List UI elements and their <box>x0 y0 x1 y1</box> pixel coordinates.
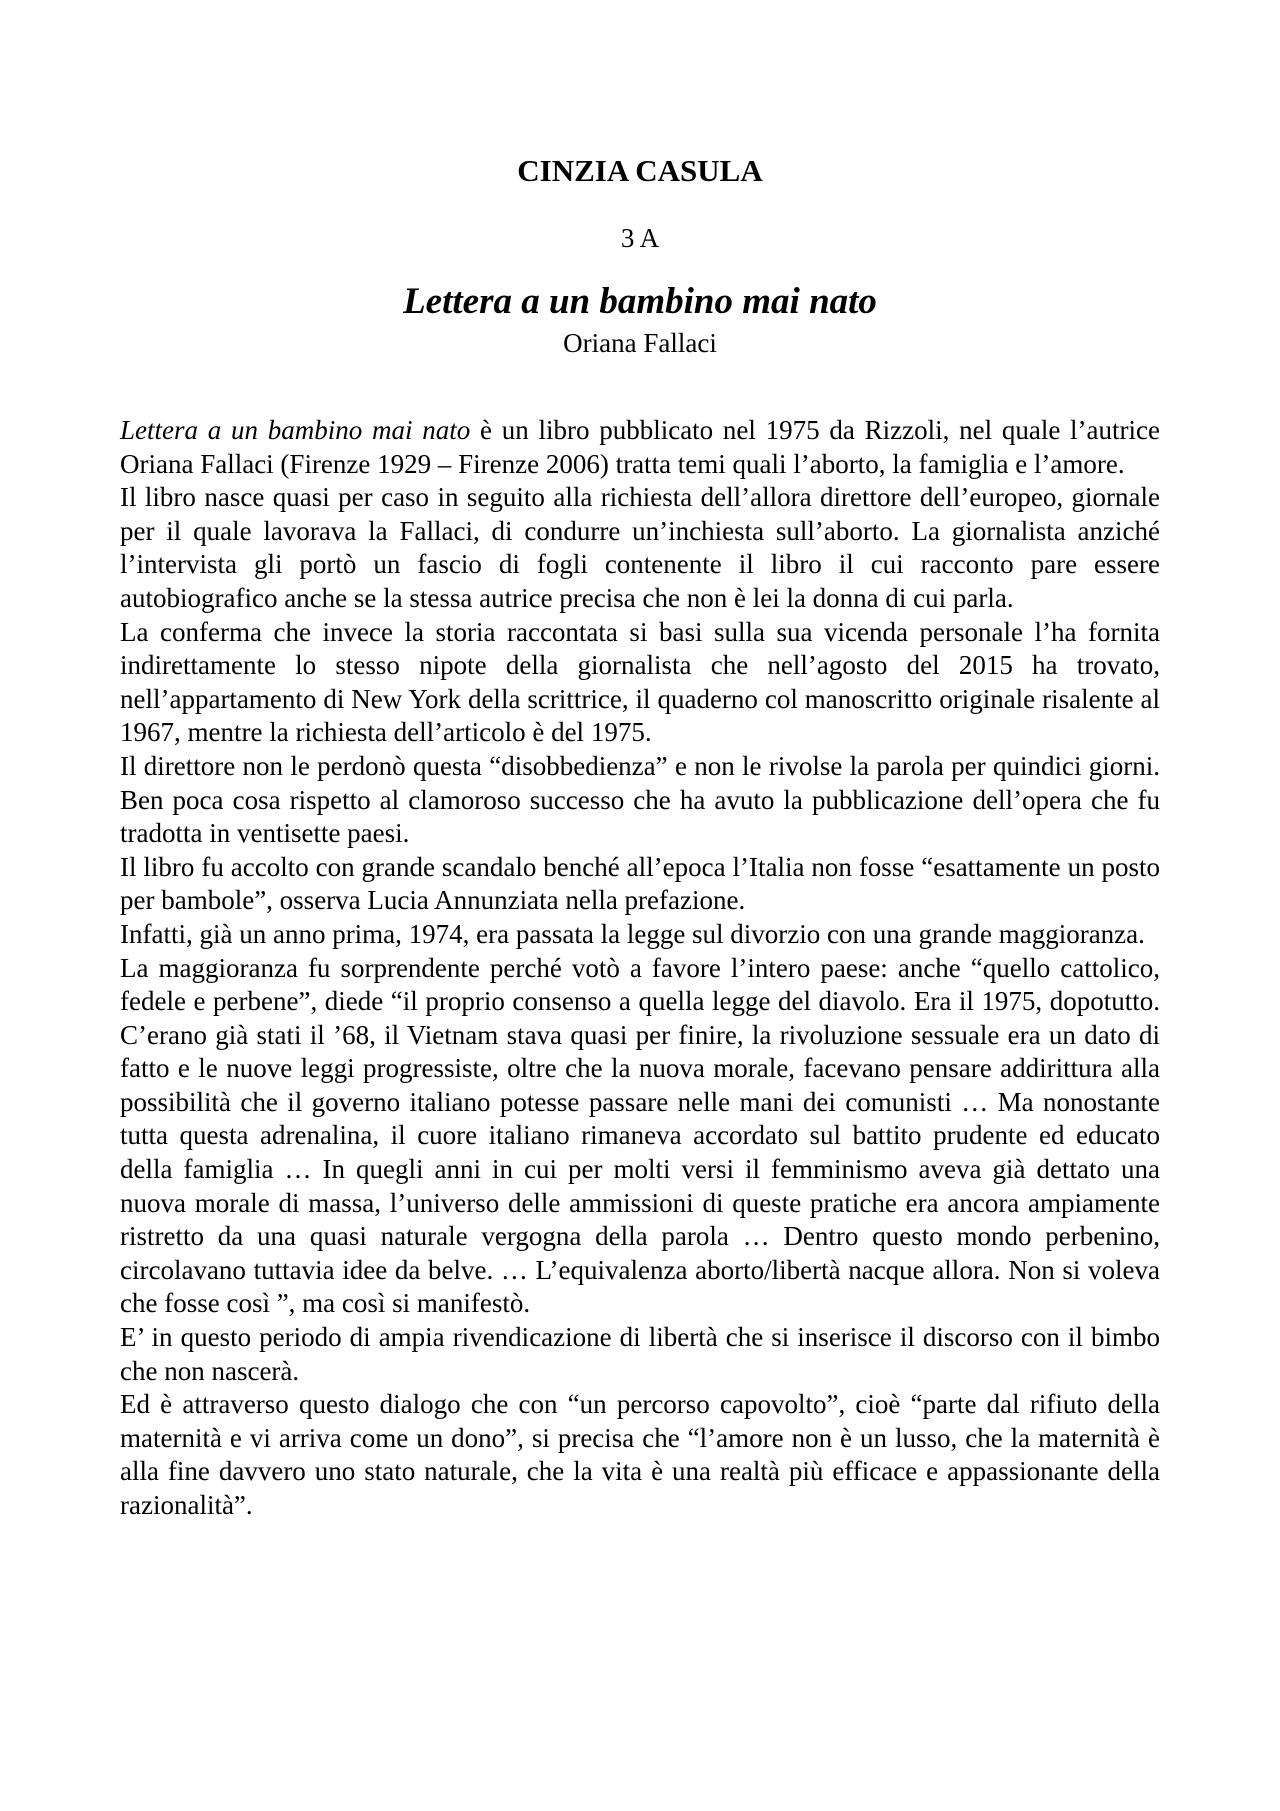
paragraph: La conferma che invece la storia raccontata si basi sulla sua vicenda personale l’ha fornita indirettamente lo stesso nipote della giornalista che nell’agosto del 2015 ha trovato, nell’appartamento di New York della scrittrice, il quaderno col manoscritto originale risalente al 1967, mentre la richiesta dell’articolo è del 1975. <box>120 616 1160 748</box>
paragraph: Il direttore non le perdonò questa “disobbedienza” e non le rivolse la parola per quindici giorni. Ben poca cosa rispetto al clamoroso successo che ha avuto la pubblicazione dell’opera che fu tradotta in ventisette paesi. <box>120 750 1160 849</box>
paragraph: La maggioranza fu sorprendente perché votò a favore l’intero paese: anche “quello cattolico, fedele e perbene”, diede “il proprio consenso a quella legge del diavolo. Era il 1975, dopotutto. C’erano già stati il ’68, il Vietnam stava quasi per finire, la rivoluzione sessuale era un dato di fatto e le nuove leggi progressiste, oltre che la nuova morale, facevano pensare addirittura alla possibilità che il governo italiano potesse passare nelle mani dei comunisti … Ma nonostante tutta questa adrenalina, il cuore italiano rimaneva accordato sul battito prudente ed educato della famiglia … In quegli anni in cui per molti versi il femminismo aveva già dettato una nuova morale di massa, l’universo delle ammissioni di queste pratiche era ancora ampiamente ristretto da una quasi naturale vergogna della parola … Dentro questo mondo perbenino, circolavano tuttavia idee da belve. … L’equivalenza aborto/libertà nacque allora. Non si voleva che fosse così ”, ma così si manifestò. <box>120 952 1160 1319</box>
paragraph: Il libro nasce quasi per caso in seguito alla richiesta dell’allora direttore dell’europeo, giornale per il quale lavorava la Fallaci, di condurre un’inchiesta sull’aborto. La giornalista anziché l’intervista gli portò un fascio di fogli contenente il libro il cui racconto pare essere autobiografico anche se la stessa autrice precisa che non è lei la donna di cui parla. <box>120 482 1160 613</box>
essay-body <box>120 414 1160 1523</box>
paragraph: E’ in questo periodo di ampia rivendicazione di libertà che si inserisce il discorso con il bimbo che non nascerà. <box>120 1322 1160 1386</box>
paragraph-intro <box>120 414 1160 481</box>
book-author: Oriana Fallaci <box>563 328 717 358</box>
class-label: 3 A <box>620 223 660 253</box>
book-title: Lettera a un bambino mai nato <box>403 281 877 322</box>
intro-book-title: Lettera a un bambino mai nato <box>120 415 471 445</box>
paragraph: Il libro fu accolto con grande scandalo benché all’epoca l’Italia non fosse “esattamente un posto per bambole”, osserva Lucia Annunziata nella prefazione. <box>120 851 1160 916</box>
author-name: CINZIA CASULA <box>517 153 763 188</box>
intro-text: è un libro pubblicato nel 1975 da Rizzoli, nel quale l’autrice Oriana Fallaci (Firenze 1929 – Firenze 2006) tratta temi quali l’aborto, la famiglia e l’amore. <box>120 415 1160 479</box>
paragraph: Infatti, già un anno prima, 1974, era passata la legge sul divorzio con una grande maggioranza. <box>120 918 1145 949</box>
paragraph: Ed è attraverso questo dialogo che con “un percorso capovolto”, cioè “parte dal rifiuto della maternità e vi arriva come un dono”, si precisa che “l’amore non è un lusso, che la maternità è alla fine davvero uno stato naturale, che la vita è una realtà più efficace e appassionante della razionalità”. <box>120 1389 1160 1520</box>
